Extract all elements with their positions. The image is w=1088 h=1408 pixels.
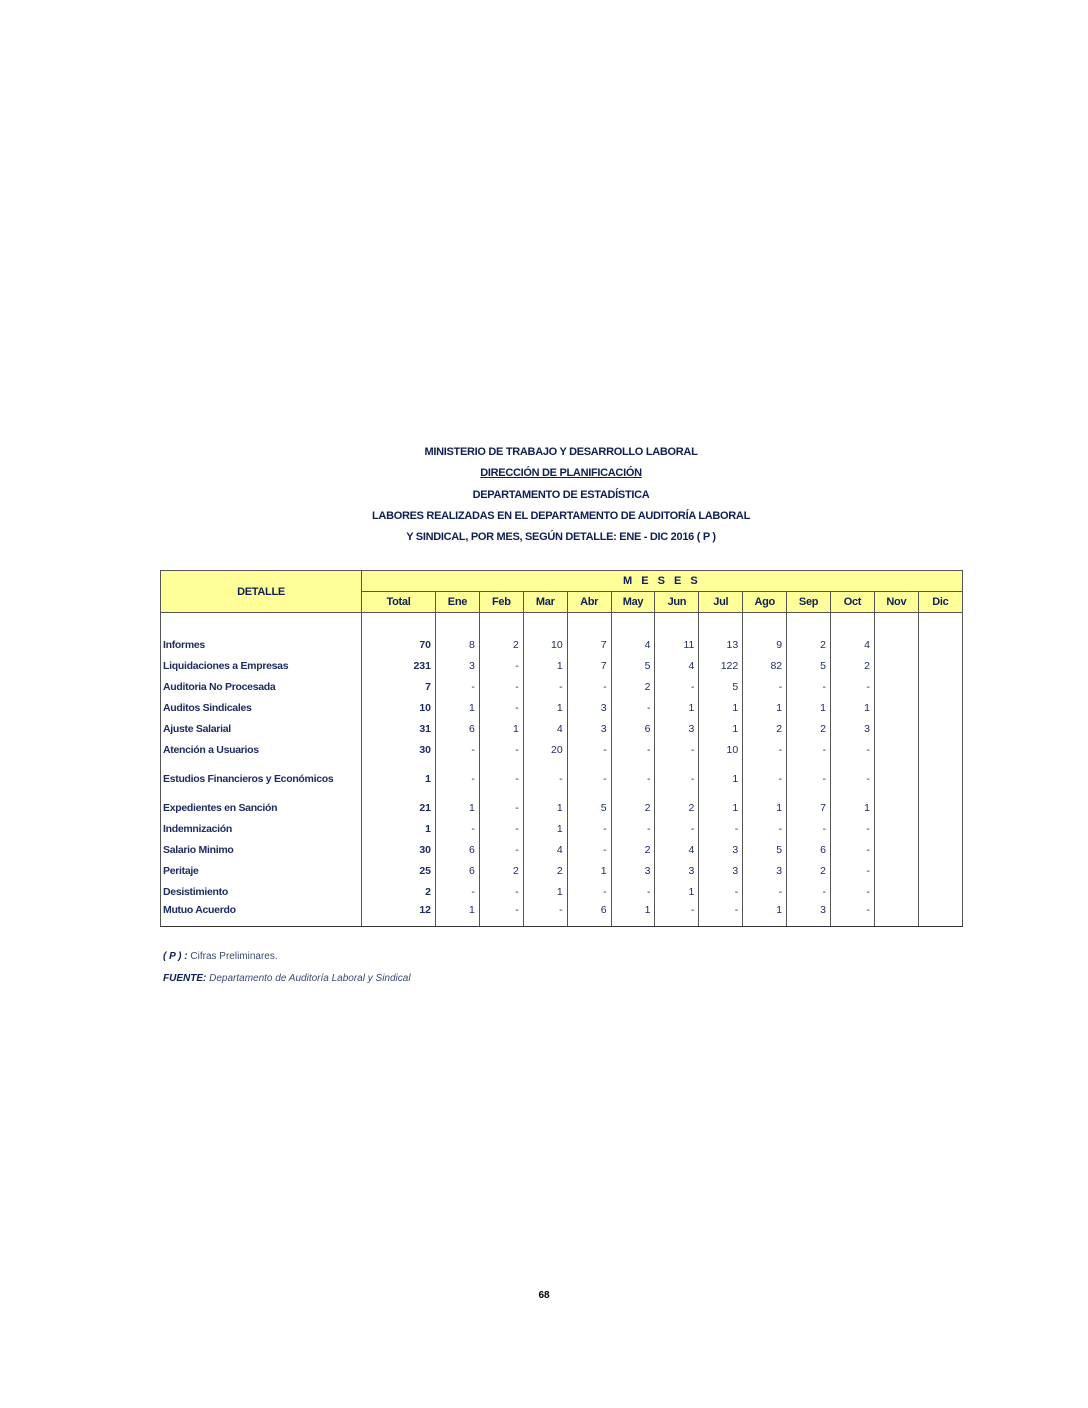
month-cell: - xyxy=(743,739,787,760)
month-cell: 1 xyxy=(523,655,567,676)
month-cell: - xyxy=(479,881,523,902)
row-label: Ajuste Salarial xyxy=(161,718,362,739)
total-cell: 1 xyxy=(362,818,436,839)
column-header-sep: Sep xyxy=(787,592,831,613)
month-cell: - xyxy=(567,818,611,839)
month-cell xyxy=(874,902,918,927)
row-label: Informes xyxy=(161,634,362,655)
month-cell: - xyxy=(743,760,787,797)
directorate-title: DIRECCIÓN DE PLANIFICACIÓN xyxy=(480,467,642,480)
month-cell: - xyxy=(479,739,523,760)
month-cell: 11 xyxy=(655,634,699,655)
month-cell: - xyxy=(787,739,831,760)
month-cell: 1 xyxy=(699,797,743,818)
month-cell: 8 xyxy=(436,634,480,655)
month-cell: - xyxy=(699,881,743,902)
total-cell: 1 xyxy=(362,760,436,797)
month-cell: 3 xyxy=(436,655,480,676)
month-cell: 7 xyxy=(567,655,611,676)
month-cell: 1 xyxy=(523,797,567,818)
month-cell: - xyxy=(479,655,523,676)
column-header-mar: Mar xyxy=(523,592,567,613)
total-cell: 2 xyxy=(362,881,436,902)
column-header-total: Total xyxy=(362,592,436,613)
month-cell: 1 xyxy=(523,697,567,718)
month-cell xyxy=(874,860,918,881)
spacer-cell xyxy=(436,613,480,635)
month-cell: 10 xyxy=(699,739,743,760)
month-cell xyxy=(918,818,962,839)
month-cell: 1 xyxy=(523,818,567,839)
month-cell: 4 xyxy=(523,839,567,860)
month-cell: 6 xyxy=(436,839,480,860)
table-row xyxy=(161,739,963,760)
month-cell xyxy=(874,797,918,818)
month-cell: - xyxy=(787,818,831,839)
month-cell: 2 xyxy=(611,676,655,697)
table-row xyxy=(161,902,963,927)
month-cell xyxy=(918,634,962,655)
spacer-cell xyxy=(362,613,436,635)
month-cell xyxy=(874,881,918,902)
month-cell: 4 xyxy=(655,655,699,676)
row-label: Peritaje xyxy=(161,860,362,881)
month-cell: 1 xyxy=(655,881,699,902)
table-row xyxy=(161,839,963,860)
month-cell: - xyxy=(699,902,743,927)
detalle-header: DETALLE xyxy=(161,571,362,613)
month-cell: - xyxy=(787,760,831,797)
month-cell: 1 xyxy=(743,797,787,818)
preliminary-note-label: ( P ) : xyxy=(163,951,188,962)
month-cell xyxy=(918,860,962,881)
month-cell: 1 xyxy=(567,860,611,881)
row-label: Estudios Financieros y Económicos xyxy=(161,760,362,797)
column-header-abr: Abr xyxy=(567,592,611,613)
month-cell: - xyxy=(831,818,875,839)
meses-header: M E S E S xyxy=(362,571,963,592)
row-label: Mutuo Acuerdo xyxy=(161,902,362,927)
month-cell: 5 xyxy=(567,797,611,818)
table-row xyxy=(161,818,963,839)
month-cell: - xyxy=(655,676,699,697)
spacer-cell xyxy=(743,613,787,635)
total-cell: 31 xyxy=(362,718,436,739)
month-cell xyxy=(918,655,962,676)
ministry-title: MINISTERIO DE TRABAJO Y DESARROLLO LABORAL xyxy=(424,446,698,458)
month-cell: - xyxy=(743,881,787,902)
month-cell: 1 xyxy=(743,902,787,927)
total-cell: 231 xyxy=(362,655,436,676)
column-header-ene: Ene xyxy=(436,592,480,613)
report-title-line2: Y SINDICAL, POR MES, SEGÚN DETALLE: ENE - DIC 2016 ( P ) xyxy=(406,531,716,544)
month-cell: 4 xyxy=(611,634,655,655)
column-header-jul: Jul xyxy=(699,592,743,613)
month-cell: 1 xyxy=(436,697,480,718)
month-cell: 2 xyxy=(611,797,655,818)
spacer-row xyxy=(161,613,963,635)
row-label: Liquidaciones a Empresas xyxy=(161,655,362,676)
spacer-cell xyxy=(523,613,567,635)
labor-statistics-table xyxy=(160,570,963,927)
table-row xyxy=(161,718,963,739)
month-cell: 10 xyxy=(523,634,567,655)
column-header-oct: Oct xyxy=(831,592,875,613)
total-cell: 70 xyxy=(362,634,436,655)
column-header-jun: Jun xyxy=(655,592,699,613)
spacer-cell xyxy=(479,613,523,635)
month-cell xyxy=(918,718,962,739)
table-row xyxy=(161,634,963,655)
table-body xyxy=(161,613,963,927)
month-cell: - xyxy=(479,760,523,797)
spacer-cell xyxy=(918,613,962,635)
month-cell: 4 xyxy=(655,839,699,860)
month-cell: - xyxy=(743,818,787,839)
row-label: Indemnización xyxy=(161,818,362,839)
month-cell: 2 xyxy=(655,797,699,818)
table-row xyxy=(161,697,963,718)
spacer-cell xyxy=(161,613,362,635)
month-cell: 3 xyxy=(567,718,611,739)
month-cell xyxy=(918,760,962,797)
month-cell: - xyxy=(699,818,743,839)
column-header-ago: Ago xyxy=(743,592,787,613)
month-cell: 1 xyxy=(743,697,787,718)
month-cell xyxy=(874,818,918,839)
month-cell xyxy=(918,676,962,697)
month-cell: - xyxy=(567,739,611,760)
month-cell: 5 xyxy=(611,655,655,676)
total-cell: 21 xyxy=(362,797,436,818)
month-cell: - xyxy=(787,881,831,902)
month-cell: 9 xyxy=(743,634,787,655)
month-cell: 2 xyxy=(523,860,567,881)
month-cell: 5 xyxy=(787,655,831,676)
column-header-nov: Nov xyxy=(874,592,918,613)
month-cell: - xyxy=(655,760,699,797)
month-cell: 1 xyxy=(787,697,831,718)
row-label: Atención a Usuarios xyxy=(161,739,362,760)
month-cell: 3 xyxy=(743,860,787,881)
source-note-label: FUENTE: xyxy=(163,973,207,984)
preliminary-note xyxy=(163,949,411,971)
spacer-cell xyxy=(831,613,875,635)
total-cell: 30 xyxy=(362,739,436,760)
month-cell: 3 xyxy=(699,860,743,881)
month-cell xyxy=(874,839,918,860)
total-cell: 10 xyxy=(362,697,436,718)
report-title-line1: LABORES REALIZADAS EN EL DEPARTAMENTO DE AUDITORÍA LABORAL xyxy=(372,509,750,522)
month-cell: - xyxy=(831,739,875,760)
table-row xyxy=(161,760,963,797)
month-cell: - xyxy=(611,760,655,797)
month-cell: - xyxy=(567,839,611,860)
table-row xyxy=(161,860,963,881)
month-cell: 3 xyxy=(567,697,611,718)
preliminary-note-text: Cifras Preliminares. xyxy=(190,951,278,962)
spacer-cell xyxy=(567,613,611,635)
month-cell: 5 xyxy=(699,676,743,697)
month-cell: - xyxy=(655,739,699,760)
spacer-cell xyxy=(874,613,918,635)
row-label: Auditos Sindicales xyxy=(161,697,362,718)
month-cell xyxy=(874,676,918,697)
month-cell: - xyxy=(479,797,523,818)
month-cell: 2 xyxy=(787,718,831,739)
month-cell: 2 xyxy=(831,655,875,676)
month-cell: - xyxy=(831,860,875,881)
month-cell xyxy=(918,902,962,927)
month-cell: 3 xyxy=(787,902,831,927)
month-cell: 1 xyxy=(831,697,875,718)
month-cell xyxy=(918,697,962,718)
month-cell: - xyxy=(479,818,523,839)
month-cell: - xyxy=(479,676,523,697)
month-cell: 3 xyxy=(655,718,699,739)
month-cell: 82 xyxy=(743,655,787,676)
month-cell: 3 xyxy=(611,860,655,881)
month-cell: 7 xyxy=(567,634,611,655)
month-cell: 2 xyxy=(611,839,655,860)
month-cell: - xyxy=(436,676,480,697)
month-cell xyxy=(874,634,918,655)
month-cell: - xyxy=(436,760,480,797)
total-cell: 25 xyxy=(362,860,436,881)
row-label: Auditoria No Procesada xyxy=(161,676,362,697)
table-row xyxy=(161,881,963,902)
table-row xyxy=(161,797,963,818)
month-cell: - xyxy=(436,739,480,760)
total-cell: 7 xyxy=(362,676,436,697)
month-cell: - xyxy=(611,697,655,718)
report-heading xyxy=(160,444,962,550)
month-cell: - xyxy=(743,676,787,697)
month-cell: - xyxy=(831,839,875,860)
month-cell: 1 xyxy=(699,697,743,718)
month-cell: - xyxy=(655,902,699,927)
month-cell: - xyxy=(479,839,523,860)
month-cell: 4 xyxy=(523,718,567,739)
month-cell: - xyxy=(523,902,567,927)
month-cell: - xyxy=(611,818,655,839)
month-cell: - xyxy=(831,902,875,927)
month-cell: 122 xyxy=(699,655,743,676)
row-label: Desistimiento xyxy=(161,881,362,902)
department-title: DEPARTAMENTO DE ESTADÍSTICA xyxy=(472,488,650,501)
month-cell: 6 xyxy=(436,718,480,739)
month-cell: 3 xyxy=(655,860,699,881)
month-cell xyxy=(918,739,962,760)
month-cell: - xyxy=(611,881,655,902)
month-cell xyxy=(918,881,962,902)
month-cell xyxy=(918,839,962,860)
month-cell: - xyxy=(831,881,875,902)
month-cell: 6 xyxy=(567,902,611,927)
month-cell: - xyxy=(655,818,699,839)
row-label: Expedientes en Sanción xyxy=(161,797,362,818)
month-cell: - xyxy=(787,676,831,697)
column-header-dic: Dic xyxy=(918,592,962,613)
total-cell: 12 xyxy=(362,902,436,927)
month-cell: 2 xyxy=(743,718,787,739)
month-cell: 1 xyxy=(611,902,655,927)
row-label: Salario Minimo xyxy=(161,839,362,860)
month-cell xyxy=(874,697,918,718)
month-cell: - xyxy=(436,881,480,902)
month-cell: 2 xyxy=(479,634,523,655)
month-cell: 1 xyxy=(436,797,480,818)
month-cell: 2 xyxy=(787,634,831,655)
month-cell: 1 xyxy=(436,902,480,927)
spacer-cell xyxy=(787,613,831,635)
column-header-may: May xyxy=(611,592,655,613)
month-cell: 6 xyxy=(787,839,831,860)
month-cell: - xyxy=(523,676,567,697)
page-number: 68 xyxy=(538,1290,550,1301)
spacer-cell xyxy=(611,613,655,635)
month-cell: 1 xyxy=(523,881,567,902)
month-cell: - xyxy=(479,697,523,718)
table-row xyxy=(161,655,963,676)
month-cell: - xyxy=(567,881,611,902)
month-cell: - xyxy=(567,676,611,697)
month-cell: 7 xyxy=(787,797,831,818)
column-header-feb: Feb xyxy=(479,592,523,613)
month-cell: - xyxy=(436,818,480,839)
month-cell xyxy=(918,797,962,818)
source-note xyxy=(163,971,411,993)
month-cell: 4 xyxy=(831,634,875,655)
month-cell: 20 xyxy=(523,739,567,760)
month-cell: 1 xyxy=(831,797,875,818)
spacer-cell xyxy=(655,613,699,635)
month-cell: 3 xyxy=(699,839,743,860)
month-cell: 1 xyxy=(479,718,523,739)
month-cell: - xyxy=(831,676,875,697)
month-cell: - xyxy=(523,760,567,797)
month-cell: - xyxy=(611,739,655,760)
month-cell: 2 xyxy=(787,860,831,881)
table-row xyxy=(161,676,963,697)
month-cell: - xyxy=(567,760,611,797)
month-cell: 3 xyxy=(831,718,875,739)
total-cell: 30 xyxy=(362,839,436,860)
month-cell xyxy=(874,760,918,797)
spacer-cell xyxy=(699,613,743,635)
month-cell: - xyxy=(831,760,875,797)
month-cell: 1 xyxy=(699,718,743,739)
month-cell: - xyxy=(479,902,523,927)
month-cell: 13 xyxy=(699,634,743,655)
month-cell xyxy=(874,718,918,739)
month-cell: 2 xyxy=(479,860,523,881)
month-cell: 6 xyxy=(611,718,655,739)
month-cell xyxy=(874,739,918,760)
source-note-text: Departamento de Auditoría Laboral y Sindical xyxy=(209,973,411,984)
month-cell xyxy=(874,655,918,676)
month-cell: 1 xyxy=(655,697,699,718)
month-cell: 5 xyxy=(743,839,787,860)
footnotes xyxy=(163,949,411,993)
month-cell: 6 xyxy=(436,860,480,881)
month-cell: 1 xyxy=(699,760,743,797)
